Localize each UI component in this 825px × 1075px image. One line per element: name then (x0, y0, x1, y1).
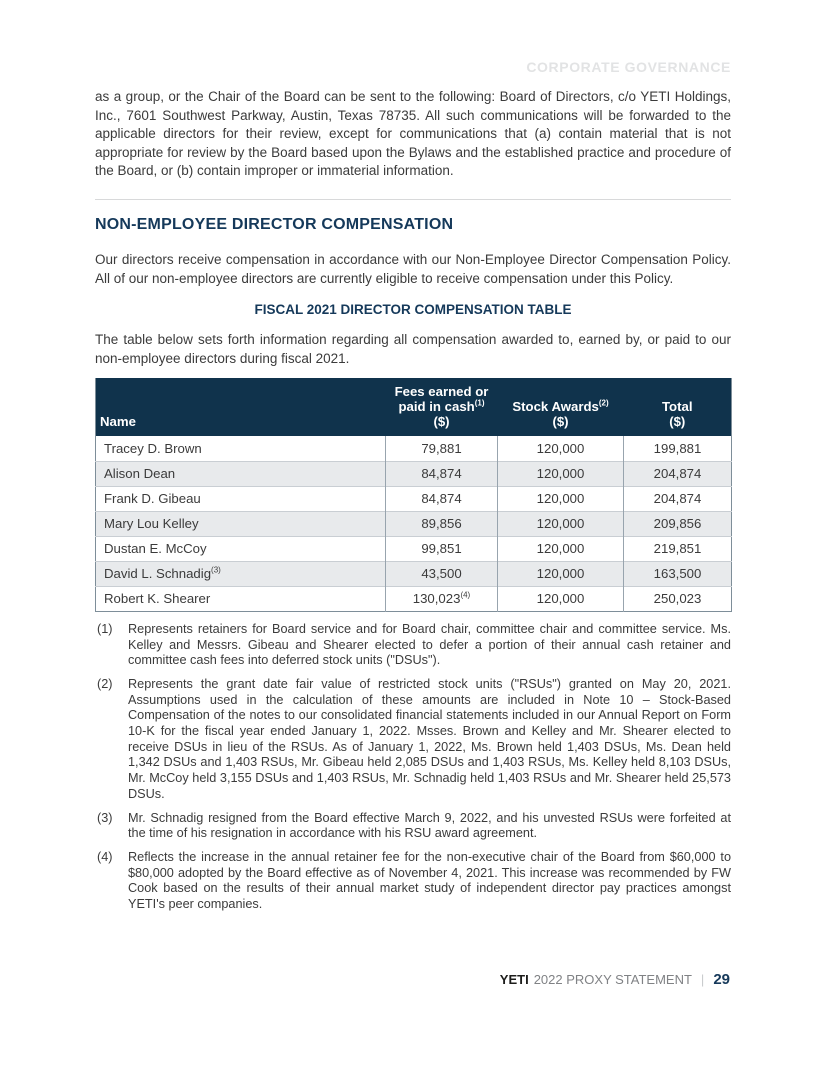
fees-value: 99,851 (421, 541, 462, 557)
total-header-label: Total (661, 399, 693, 415)
footnote-ref-2: (2) (598, 398, 609, 408)
footnote-number: (1) (97, 621, 113, 636)
fees-header-line1: Fees earned or (394, 384, 489, 400)
column-header-total (624, 378, 732, 436)
running-head: CORPORATE GOVERNANCE (526, 59, 731, 75)
director-name: David L. Schnadig (104, 566, 212, 582)
footnote-ref-1: (1) (474, 398, 485, 408)
fees-header-unit: ($) (433, 414, 450, 430)
footnote-2 (95, 677, 731, 803)
director-name: Frank D. Gibeau (104, 491, 201, 507)
footnote-number: (3) (97, 810, 113, 825)
footnote-1 (95, 622, 731, 669)
section-divider (95, 199, 731, 200)
footnote-text: Represents the grant date fair value of restricted stock units ("RSUs") granted on May 20, 2021. Assumptions used in the calculation of these amounts are included in Note 10 – Stock-Based Compensation of the notes to our consolidated financial statements included in our Annual Report on Form 10-K for the fiscal year ended January 1, 2022. Msses. Brown and Kelley and Mr. Shearer elected to receive DSUs in lieu of the RSUs. As of January 1, 2022, Ms. Brown held 1,403 DSUs, Ms. Dean held 1,342 DSUs and 1,403 RSUs, Mr. Gibeau held 2,085 DSUs and 1,403 RSUs, Ms. Kelley held 8,103 DSUs, Mr. McCoy held 3,155 DSUs and 1,403 RSUs, Mr. Schnadig held 1,403 RSUs and Mr. Shearer held 25,573 DSUs. (128, 676, 731, 801)
column-header-fees (386, 378, 498, 436)
column-header-name: Name (96, 378, 386, 436)
table-header (96, 378, 732, 436)
table-caption: FISCAL 2021 DIRECTOR COMPENSATION TABLE (254, 302, 572, 318)
total-value: 209,856 (624, 511, 732, 536)
table-row (96, 436, 732, 461)
footnote-ref-3: (3) (211, 565, 221, 575)
footnote-number: (2) (97, 676, 113, 691)
section-heading: NON-EMPLOYEE DIRECTOR COMPENSATION (95, 215, 454, 233)
fees-value: 130,023 (412, 591, 461, 607)
table-intro-paragraph: The table below sets forth information regarding all compensation awarded to, earned by, or paid to our non-employee directors during fiscal 2021. (95, 332, 731, 366)
fees-value: 79,881 (421, 441, 462, 457)
brand-name: YETI (499, 972, 529, 987)
table-row (96, 586, 732, 611)
page-footer (500, 971, 730, 988)
total-value: 204,874 (624, 461, 732, 486)
table-row (96, 561, 732, 586)
footer-divider: | (700, 972, 705, 987)
document-title: 2022 PROXY STATEMENT (533, 972, 692, 987)
footnote-ref-4: (4) (460, 590, 471, 600)
stock-awards-value: 120,000 (498, 511, 624, 536)
page-content (95, 0, 731, 913)
stock-header-label: Stock Awards (512, 399, 599, 415)
communications-paragraph: as a group, or the Chair of the Board can be sent to the following: Board of Directors, c/o YETI Holdings, Inc., 7601 Southwest Parkway, Austin, Texas 78735. All such communications will be forwarded to the applicable directors for their review, except for communications that (a) contain material that is not appropriate for review by the Board based upon the Bylaws and the established practice and procedure of the Board, or (b) contain improper or immaterial information. (95, 89, 731, 179)
stock-awards-value: 120,000 (498, 536, 624, 561)
stock-header-unit: ($) (552, 414, 569, 430)
director-compensation-table (95, 378, 732, 612)
table-row (96, 461, 732, 486)
stock-awards-value: 120,000 (498, 586, 624, 611)
stock-awards-value: 120,000 (498, 461, 624, 486)
fees-value: 84,874 (421, 466, 462, 482)
footnote-4 (95, 850, 731, 913)
footnote-text: Mr. Schnadig resigned from the Board effective March 9, 2022, and his unvested RSUs were forfeited at the time of his resignation in accordance with his RSU award agreement. (128, 810, 731, 841)
page-number: 29 (713, 971, 730, 988)
director-name: Dustan E. McCoy (104, 541, 207, 557)
total-header-unit: ($) (669, 414, 686, 430)
total-value: 219,851 (624, 536, 732, 561)
stock-awards-value: 120,000 (498, 436, 624, 461)
stock-awards-value: 120,000 (498, 486, 624, 511)
column-header-stock-awards (498, 378, 624, 436)
director-name: Tracey D. Brown (104, 441, 202, 457)
table-row (96, 486, 732, 511)
fees-value: 43,500 (421, 566, 462, 582)
total-value: 163,500 (624, 561, 732, 586)
footnote-3 (95, 811, 731, 842)
total-value: 204,874 (624, 486, 732, 511)
total-value: 199,881 (624, 436, 732, 461)
director-name: Robert K. Shearer (104, 591, 211, 607)
table-row (96, 536, 732, 561)
fees-header-line2: paid in cash (398, 399, 475, 415)
policy-paragraph: Our directors receive compensation in accordance with our Non-Employee Director Compensation Policy. All of our non-employee directors are currently eligible to receive compensation under this Policy. (95, 251, 731, 286)
footnotes-section (95, 622, 731, 913)
table-row (96, 511, 732, 536)
footnote-number: (4) (97, 849, 113, 864)
table-body (96, 436, 732, 611)
director-name: Mary Lou Kelley (104, 516, 199, 532)
footnote-text: Represents retainers for Board service and for Board chair, committee chair and committee service. Ms. Kelley and Messrs. Gibeau and Shearer elected to defer a portion of their annual cash retainer and committee cash fees into deferred stock units ("DSUs"). (128, 621, 731, 668)
stock-awards-value: 120,000 (498, 561, 624, 586)
total-value: 250,023 (624, 586, 732, 611)
fees-value: 84,874 (421, 491, 462, 507)
footnote-text: Reflects the increase in the annual retainer fee for the non-executive chair of the Board from $60,000 to $80,000 adopted by the Board effective as of November 4, 2021. This increase was recommended by FW Cook based on the results of their annual market study of independent director pay practices amongst YETI's peer companies. (128, 849, 731, 912)
director-name: Alison Dean (104, 466, 176, 482)
fees-value: 89,856 (421, 516, 462, 532)
